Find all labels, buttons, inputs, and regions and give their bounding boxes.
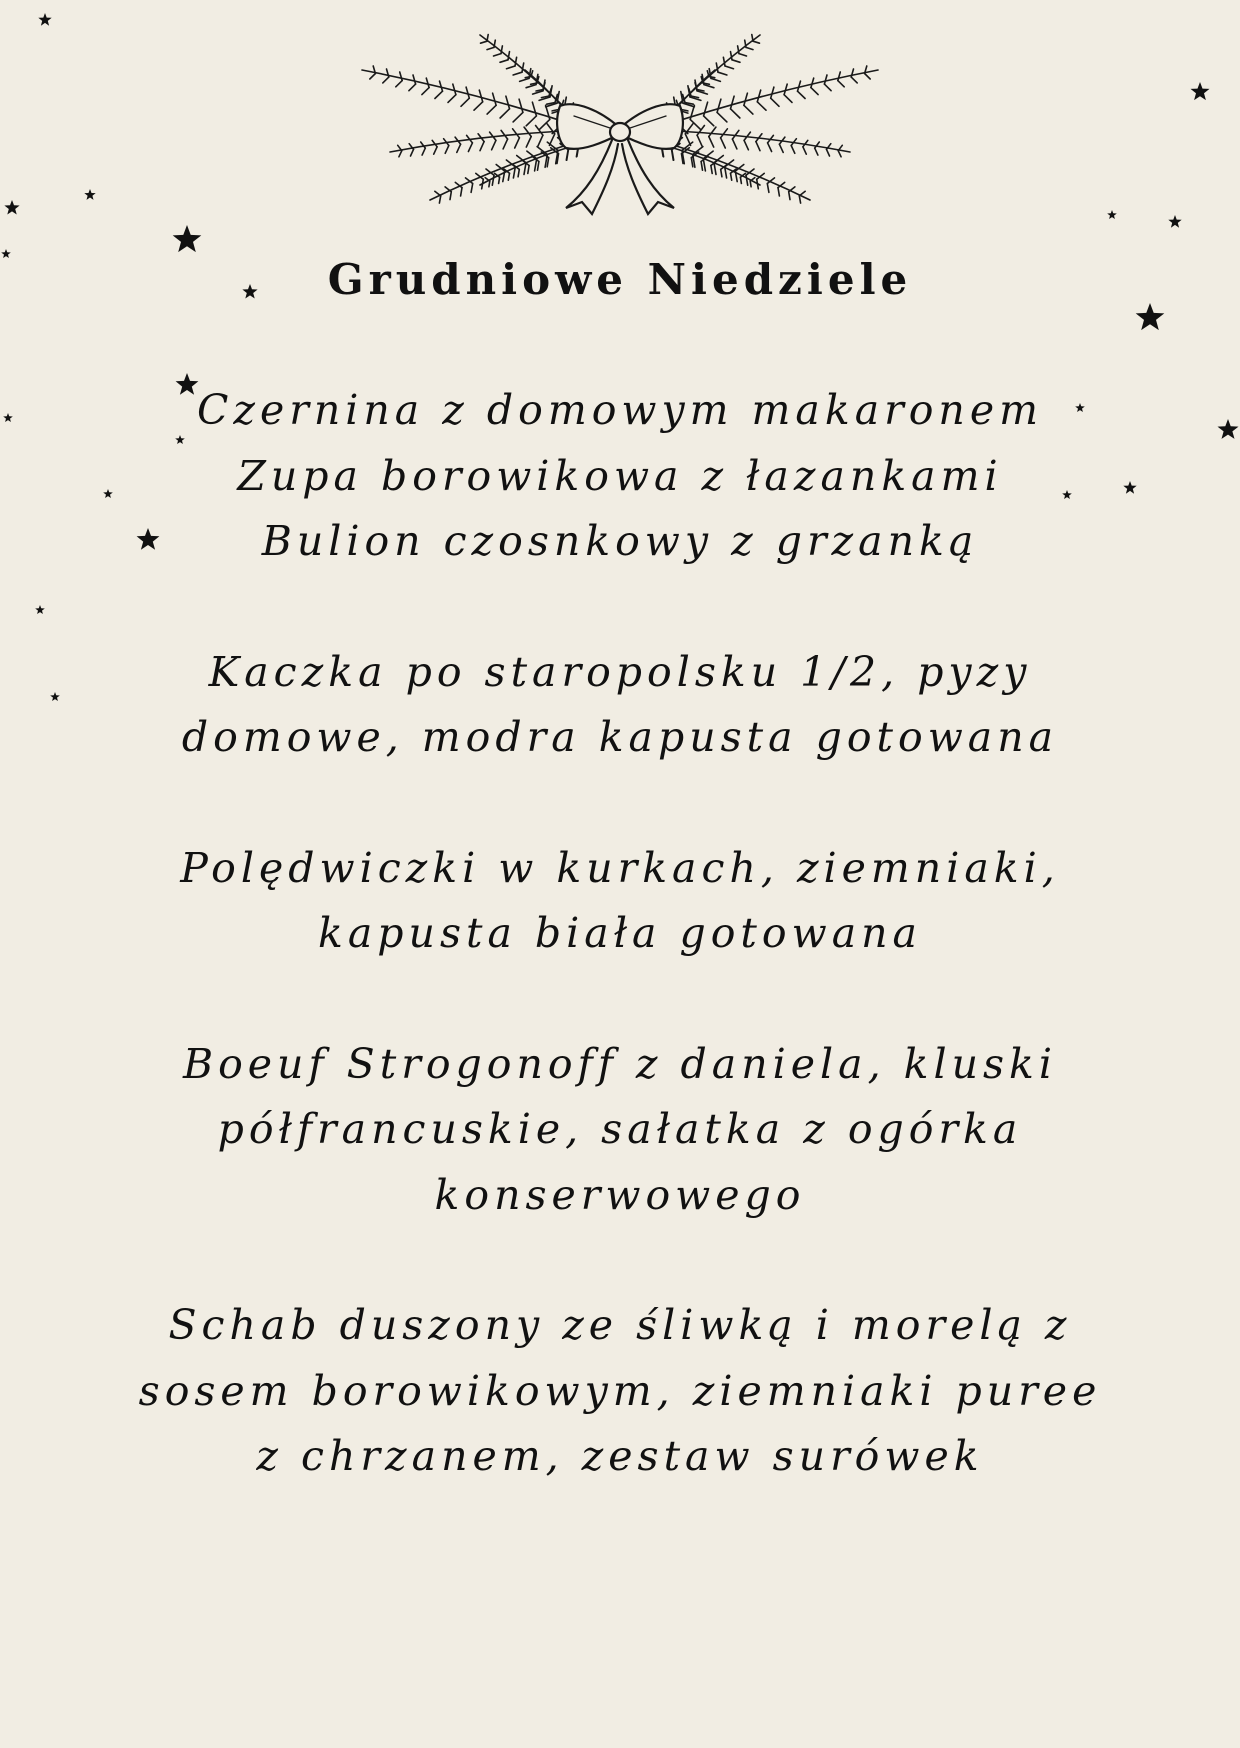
menu-section (90, 1032, 1150, 1229)
star-icon (1191, 82, 1210, 100)
right-pine-branch (650, 35, 878, 204)
menu-line: z chrzanem, zestaw surówek (256, 1432, 984, 1480)
menu-line: Bulion czosnkowy z grzanką (261, 517, 979, 565)
menu-section (90, 378, 1150, 575)
page-title: Grudniowe Niedziele (327, 255, 913, 304)
star-icon (3, 413, 13, 422)
menu-line: Zupa borowikowa z łazankami (237, 451, 1003, 500)
menu-line: półfrancuskie, sałatka z ogórka (217, 1105, 1023, 1153)
star-icon (173, 225, 202, 252)
star-icon (1168, 215, 1181, 228)
menu-section (90, 640, 1150, 771)
menu-line: Czernina z domowym makaronem (197, 386, 1043, 434)
menu-line: kapusta biała gotowana (318, 909, 922, 957)
star-icon (35, 605, 45, 614)
menu-line: Schab duszony ze śliwką i morelą z (168, 1301, 1072, 1349)
menu-list (90, 378, 1150, 1555)
menu-line: Polędwiczki w kurkach, ziemniaki, (180, 843, 1060, 892)
pine-branch-bow-ornament (360, 30, 880, 220)
menu-line: domowe, modra kapusta gotowana (181, 713, 1059, 761)
left-pine-branch (362, 35, 590, 204)
star-icon (50, 692, 60, 701)
star-icon (4, 200, 19, 215)
bow-icon (557, 104, 683, 214)
star-icon (38, 13, 51, 26)
menu-line: Boeuf Strogonoff z daniela, kluski (182, 1039, 1058, 1088)
menu-line: sosem borowikowym, ziemniaki puree (138, 1366, 1102, 1415)
menu-section (90, 1293, 1150, 1490)
menu-line: konserwowego (434, 1170, 806, 1219)
menu-line: Kaczka po staropolsku 1/2, pyzy (208, 647, 1032, 696)
star-icon (1218, 419, 1239, 439)
star-icon (1107, 210, 1117, 219)
menu-section (90, 836, 1150, 967)
star-icon (84, 189, 95, 200)
